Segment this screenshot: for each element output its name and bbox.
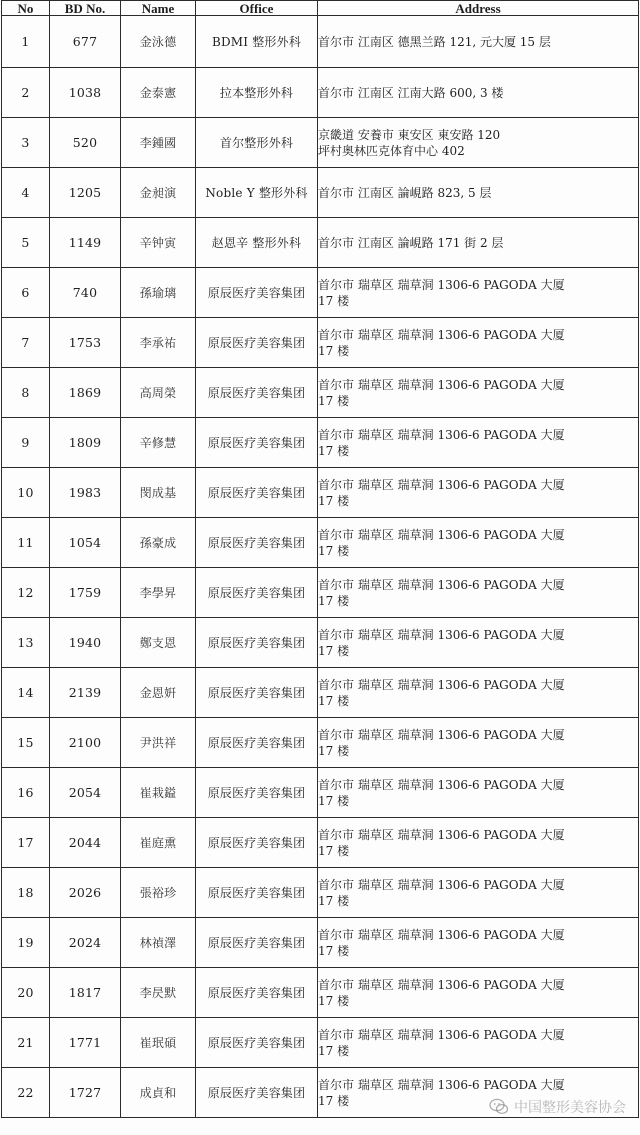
cell-bd-no: 1149 bbox=[50, 218, 121, 268]
cell-name: 辛修慧 bbox=[121, 418, 196, 468]
cell-name: 孫瑜璃 bbox=[121, 268, 196, 318]
cell-address: 首尔市 瑞草区 瑞草洞 1306-6 PAGODA 大厦 17 楼 bbox=[318, 368, 639, 418]
cell-no: 19 bbox=[2, 918, 50, 968]
header-no: No bbox=[2, 1, 50, 16]
cell-bd-no: 1753 bbox=[50, 318, 121, 368]
table-row bbox=[2, 968, 639, 1018]
wechat-icon bbox=[489, 1098, 509, 1116]
cell-office: 原辰医疗美容集团 bbox=[196, 518, 318, 568]
cell-office: 原辰医疗美容集团 bbox=[196, 1018, 318, 1068]
cell-address: 首尔市 瑞草区 瑞草洞 1306-6 PAGODA 大厦 17 楼 bbox=[318, 418, 639, 468]
table-row bbox=[2, 518, 639, 568]
table-row bbox=[2, 568, 639, 618]
cell-office: 原辰医疗美容集团 bbox=[196, 268, 318, 318]
table-row bbox=[2, 218, 639, 268]
cell-office: 原辰医疗美容集团 bbox=[196, 768, 318, 818]
watermark bbox=[489, 1097, 626, 1117]
cell-no: 11 bbox=[2, 518, 50, 568]
cell-address: 首尔市 瑞草区 瑞草洞 1306-6 PAGODA 大厦 17 楼 bbox=[318, 618, 639, 668]
cell-office: BDMI 整形外科 bbox=[196, 16, 318, 68]
cell-name: 成貞和 bbox=[121, 1068, 196, 1118]
cell-no: 16 bbox=[2, 768, 50, 818]
cell-address: 首尔市 瑞草区 瑞草洞 1306-6 PAGODA 大厦 17 楼 bbox=[318, 668, 639, 718]
cell-office: 原辰医疗美容集团 bbox=[196, 818, 318, 868]
cell-address: 首尔市 江南区 江南大路 600, 3 楼 bbox=[318, 68, 639, 118]
cell-no: 21 bbox=[2, 1018, 50, 1068]
cell-bd-no: 1869 bbox=[50, 368, 121, 418]
cell-name: 李鍾國 bbox=[121, 118, 196, 168]
table-row bbox=[2, 768, 639, 818]
table-row bbox=[2, 1018, 639, 1068]
cell-bd-no: 1727 bbox=[50, 1068, 121, 1118]
cell-office: 原辰医疗美容集团 bbox=[196, 718, 318, 768]
cell-address: 首尔市 瑞草区 瑞草洞 1306-6 PAGODA 大厦 17 楼 bbox=[318, 568, 639, 618]
cell-office: 首尔整形外科 bbox=[196, 118, 318, 168]
cell-name: 崔栽鎰 bbox=[121, 768, 196, 818]
cell-no: 13 bbox=[2, 618, 50, 668]
table-row bbox=[2, 618, 639, 668]
cell-bd-no: 1054 bbox=[50, 518, 121, 568]
cell-name: 孫豪成 bbox=[121, 518, 196, 568]
cell-name: 林禎澤 bbox=[121, 918, 196, 968]
cell-office: 原辰医疗美容集团 bbox=[196, 618, 318, 668]
cell-no: 17 bbox=[2, 818, 50, 868]
cell-office: 原辰医疗美容集团 bbox=[196, 918, 318, 968]
cell-bd-no: 1940 bbox=[50, 618, 121, 668]
cell-office: 原辰医疗美容集团 bbox=[196, 968, 318, 1018]
table-row bbox=[2, 368, 639, 418]
cell-bd-no: 2024 bbox=[50, 918, 121, 968]
cell-address: 首尔市 江南区 論峴路 171 街 2 层 bbox=[318, 218, 639, 268]
cell-office: 拉本整形外科 bbox=[196, 68, 318, 118]
table-row bbox=[2, 868, 639, 918]
table-row bbox=[2, 268, 639, 318]
watermark-text: 中国整形美容协会 bbox=[514, 1100, 626, 1116]
table-row bbox=[2, 818, 639, 868]
cell-name: 李昃默 bbox=[121, 968, 196, 1018]
surgeon-registry-table bbox=[1, 0, 639, 1118]
cell-address: 首尔市 瑞草区 瑞草洞 1306-6 PAGODA 大厦 17 楼 bbox=[318, 468, 639, 518]
cell-bd-no: 1817 bbox=[50, 968, 121, 1018]
cell-name: 金昶演 bbox=[121, 168, 196, 218]
cell-no: 20 bbox=[2, 968, 50, 1018]
cell-name: 崔珉碩 bbox=[121, 1018, 196, 1068]
table-row bbox=[2, 168, 639, 218]
cell-name: 鄭支恩 bbox=[121, 618, 196, 668]
cell-office: 原辰医疗美容集团 bbox=[196, 418, 318, 468]
table-row bbox=[2, 418, 639, 468]
cell-bd-no: 1983 bbox=[50, 468, 121, 518]
cell-no: 7 bbox=[2, 318, 50, 368]
cell-name: 辛钟寅 bbox=[121, 218, 196, 268]
cell-office: 原辰医疗美容集团 bbox=[196, 568, 318, 618]
cell-bd-no: 2026 bbox=[50, 868, 121, 918]
cell-address: 首尔市 瑞草区 瑞草洞 1306-6 PAGODA 大厦 17 楼 bbox=[318, 868, 639, 918]
table-row bbox=[2, 718, 639, 768]
cell-no: 5 bbox=[2, 218, 50, 268]
cell-bd-no: 2139 bbox=[50, 668, 121, 718]
cell-no: 2 bbox=[2, 68, 50, 118]
table-row bbox=[2, 118, 639, 168]
cell-office: 原辰医疗美容集团 bbox=[196, 318, 318, 368]
cell-no: 18 bbox=[2, 868, 50, 918]
cell-bd-no: 1759 bbox=[50, 568, 121, 618]
table-row bbox=[2, 668, 639, 718]
cell-address: 京畿道 安養市 東安区 東安路 120 坪村奥林匹克体育中心 402 bbox=[318, 118, 639, 168]
cell-name: 金恩姸 bbox=[121, 668, 196, 718]
cell-address: 首尔市 瑞草区 瑞草洞 1306-6 PAGODA 大厦 17 楼 bbox=[318, 718, 639, 768]
cell-name: 尹洪祥 bbox=[121, 718, 196, 768]
cell-office: Noble Y 整形外科 bbox=[196, 168, 318, 218]
cell-bd-no: 1038 bbox=[50, 68, 121, 118]
cell-no: 9 bbox=[2, 418, 50, 468]
cell-no: 8 bbox=[2, 368, 50, 418]
cell-office: 原辰医疗美容集团 bbox=[196, 368, 318, 418]
cell-address: 首尔市 瑞草区 瑞草洞 1306-6 PAGODA 大厦 17 楼 bbox=[318, 518, 639, 568]
cell-no: 22 bbox=[2, 1068, 50, 1118]
table-row bbox=[2, 68, 639, 118]
cell-office: 原辰医疗美容集团 bbox=[196, 868, 318, 918]
cell-no: 10 bbox=[2, 468, 50, 518]
header-bd-no: BD No. bbox=[50, 1, 121, 16]
cell-address: 首尔市 江南区 論峴路 823, 5 层 bbox=[318, 168, 639, 218]
cell-address: 首尔市 瑞草区 瑞草洞 1306-6 PAGODA 大厦 17 楼 bbox=[318, 918, 639, 968]
table-row bbox=[2, 16, 639, 68]
cell-office: 原辰医疗美容集团 bbox=[196, 1068, 318, 1118]
cell-office: 原辰医疗美容集团 bbox=[196, 668, 318, 718]
cell-office: 赵恩辛 整形外科 bbox=[196, 218, 318, 268]
cell-office: 原辰医疗美容集团 bbox=[196, 468, 318, 518]
table-header-row bbox=[2, 1, 639, 16]
cell-no: 14 bbox=[2, 668, 50, 718]
cell-address: 首尔市 江南区 德黑兰路 121, 元大厦 15 层 bbox=[318, 16, 639, 68]
cell-bd-no: 1205 bbox=[50, 168, 121, 218]
header-address: Address bbox=[318, 1, 639, 16]
cell-name: 高周榮 bbox=[121, 368, 196, 418]
header-office: Office bbox=[196, 1, 318, 16]
cell-address: 首尔市 瑞草区 瑞草洞 1306-6 PAGODA 大厦 17 楼 bbox=[318, 818, 639, 868]
cell-bd-no: 2100 bbox=[50, 718, 121, 768]
cell-no: 3 bbox=[2, 118, 50, 168]
cell-address: 首尔市 瑞草区 瑞草洞 1306-6 PAGODA 大厦 17 楼 bbox=[318, 768, 639, 818]
table-row bbox=[2, 918, 639, 968]
cell-bd-no: 740 bbox=[50, 268, 121, 318]
cell-no: 12 bbox=[2, 568, 50, 618]
cell-address: 首尔市 瑞草区 瑞草洞 1306-6 PAGODA 大厦 17 楼 bbox=[318, 968, 639, 1018]
cell-bd-no: 1771 bbox=[50, 1018, 121, 1068]
cell-name: 崔庭熏 bbox=[121, 818, 196, 868]
cell-name: 李學昇 bbox=[121, 568, 196, 618]
cell-name: 金泰憲 bbox=[121, 68, 196, 118]
table-row bbox=[2, 318, 639, 368]
cell-name: 張裕珍 bbox=[121, 868, 196, 918]
cell-bd-no: 1809 bbox=[50, 418, 121, 468]
cell-address: 首尔市 瑞草区 瑞草洞 1306-6 PAGODA 大厦 17 楼 bbox=[318, 268, 639, 318]
cell-no: 15 bbox=[2, 718, 50, 768]
cell-name: 金泳德 bbox=[121, 16, 196, 68]
cell-no: 1 bbox=[2, 16, 50, 68]
cell-bd-no: 2054 bbox=[50, 768, 121, 818]
cell-bd-no: 520 bbox=[50, 118, 121, 168]
cell-address: 首尔市 瑞草区 瑞草洞 1306-6 PAGODA 大厦 17 楼 bbox=[318, 318, 639, 368]
cell-address: 首尔市 瑞草区 瑞草洞 1306-6 PAGODA 大厦 17 楼 bbox=[318, 1018, 639, 1068]
cell-name: 李承祐 bbox=[121, 318, 196, 368]
cell-address: 首尔市 瑞草区 瑞草洞 1306-6 PAGODA 大厦 17 楼 bbox=[318, 1068, 639, 1118]
cell-name: 閔成基 bbox=[121, 468, 196, 518]
cell-bd-no: 2044 bbox=[50, 818, 121, 868]
cell-no: 4 bbox=[2, 168, 50, 218]
cell-bd-no: 677 bbox=[50, 16, 121, 68]
header-name: Name bbox=[121, 1, 196, 16]
cell-no: 6 bbox=[2, 268, 50, 318]
table-row bbox=[2, 468, 639, 518]
